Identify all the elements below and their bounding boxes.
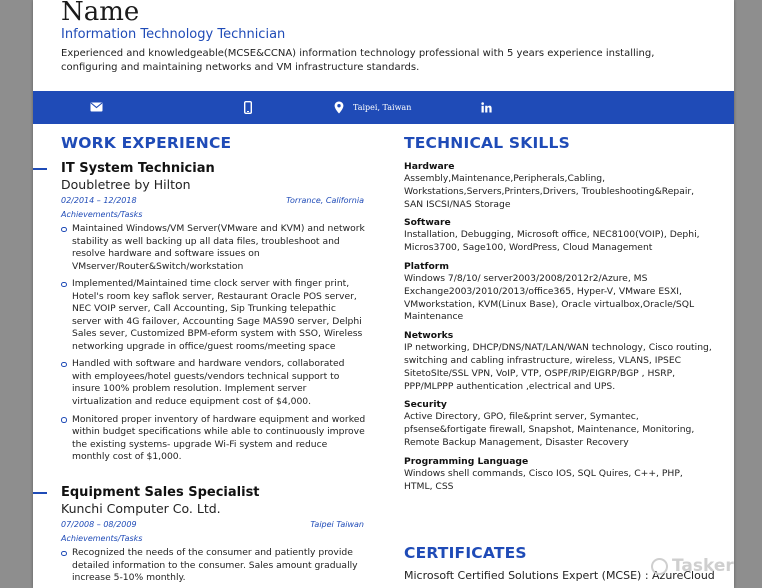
skill-text: Windows shell commands, Cisco IOS, SQL Quires, C++, PHP, HTML, CSS bbox=[404, 467, 683, 492]
watermark-logo-icon bbox=[651, 558, 668, 575]
linkedin-icon[interactable] bbox=[481, 99, 492, 115]
skill-text: Active Directory, GPO, file&print server, Symantec, pfsense&fortigate firewall, Snapshot, Maintenance, Monitoring, Remote Backup Management, Disaster Recovery bbox=[404, 411, 695, 448]
job-meta bbox=[61, 196, 364, 205]
technical-skills-heading: TECHNICAL SKILLS bbox=[404, 134, 570, 152]
certificates-heading: CERTIFICATES bbox=[404, 544, 527, 562]
skill-group bbox=[404, 161, 714, 211]
job-marker bbox=[33, 492, 47, 494]
contact-bar bbox=[33, 91, 734, 124]
job-subheading: Achievements/Tasks bbox=[61, 210, 143, 219]
job-meta bbox=[61, 520, 364, 529]
job-bullets bbox=[61, 223, 366, 469]
skill-name: Software bbox=[404, 217, 451, 229]
job-dates: 02/2014 – 12/2018 bbox=[61, 196, 137, 205]
watermark bbox=[651, 556, 734, 576]
job-location: Taipei Taiwan bbox=[310, 520, 364, 529]
skill-text: Installation, Debugging, Microsoft office, NEC8100(VOIP), Dephi, Micros3700, Sage100, WordPress, Cloud Management bbox=[404, 229, 700, 254]
job-bullets bbox=[61, 547, 366, 588]
job-title: Equipment Sales Specialist bbox=[61, 485, 260, 500]
certificate-item: Microsoft Certified Solutions Expert (MCSE) : AzureCloud bbox=[404, 569, 715, 582]
skill-name: Security bbox=[404, 399, 447, 411]
skill-group bbox=[404, 330, 714, 393]
skill-name: Networks bbox=[404, 330, 454, 342]
skill-group bbox=[404, 217, 714, 255]
job-subheading: Achievements/Tasks bbox=[61, 534, 143, 543]
list-item: Recognized the needs of the consumer and patiently provide detailed information to the consumer. Sales amount gradually increase 5-10% monthly. bbox=[61, 547, 366, 585]
skill-text: Assembly,Maintenance,Peripherals,Cabling, Workstations,Servers,Printers,Drivers, Troubleshooting&Repair, SAN ISCSI/NAS Storage bbox=[404, 173, 695, 210]
job-dates: 07/2008 – 08/2009 bbox=[61, 520, 137, 529]
skill-name: Platform bbox=[404, 260, 449, 272]
list-item: Handled with software and hardware vendors, collaborated with employees/hotel guests/vendors technical support to insure 100% problem resolution. Implement server virtualization and reduce equipment cost of $4,000. bbox=[61, 358, 366, 408]
email-icon[interactable] bbox=[90, 99, 103, 115]
location-text: Taipei, Taiwan bbox=[353, 102, 412, 112]
skill-group bbox=[404, 456, 714, 494]
job-company: Kunchi Computer Co. Ltd. bbox=[61, 501, 221, 516]
job-marker bbox=[33, 168, 47, 170]
location-item[interactable] bbox=[334, 99, 411, 115]
skill-name: Programming Language bbox=[404, 455, 529, 467]
skill-group bbox=[404, 261, 714, 324]
work-experience-heading: WORK EXPERIENCE bbox=[61, 134, 232, 152]
skills-list bbox=[404, 161, 714, 499]
job-company: Doubletree by Hilton bbox=[61, 177, 191, 192]
resume-summary: Experienced and knowledgeable(MCSE&CCNA) information technology professional with 5 years experience installing, configuring and maintaining networks and VM infrastructure standards. bbox=[61, 48, 655, 73]
resume-page bbox=[33, 0, 734, 588]
watermark-text: Tasker bbox=[672, 556, 734, 576]
skill-group bbox=[404, 399, 714, 449]
resume-role: Information Technology Technician bbox=[61, 27, 286, 42]
job-location: Torrance, California bbox=[286, 196, 364, 205]
skill-name: Hardware bbox=[404, 161, 455, 172]
skill-text: IP networking, DHCP/DNS/NAT/LAN/WAN technology, Cisco routing, switching and cabling infrastructure, wireless, VLANS, IPSEC SitetoSIte/SSL VPN, VoIP, VTP, OSPF/RIP/EIGRP/BGP , HSRP, PPP/MLPPP authentication ,electrical and UPS. bbox=[404, 342, 712, 392]
job-title: IT System Technician bbox=[61, 161, 215, 176]
list-item: Monitored proper inventory of hardware equipment and worked within budget specifications while able to continuously improve the existing systems- upgrade Wi-Fi system and reduce monthly cost of $1,000. bbox=[61, 414, 366, 464]
skill-text: Windows 7/8/10/ server2003/2008/2012r2/Azure, MS Exchange2003/2010/2013/office365, Hyper-V, VMware ESXI, VMworkstation, KVM(Linux Base), Oracle virtualbox,Oracle/SQL Maintenance bbox=[404, 272, 695, 323]
list-item: Implemented/Maintained time clock server with finger print, Hotel's room key saflok server, Restaurant Oracle POS server, NEC VOIP server, Call Accounting, Sip Trunking telepathic server with 4G failover, Accounting Sage MAS90 server, Delphi Sales sever, Customized BPM-eform system with SSO, Wireless networking upgrade in office/guest rooms/meeting space bbox=[61, 278, 366, 353]
resume-name: Name bbox=[61, 0, 140, 27]
list-item: Maintained Windows/VM Server(VMware and KVM) and network stability as well backing up all data files, troubleshoot and resolve hardware and software issues on VMserver/Router&Switch/workstation bbox=[61, 223, 366, 273]
phone-icon[interactable] bbox=[244, 99, 252, 115]
location-pin-icon bbox=[334, 101, 344, 114]
